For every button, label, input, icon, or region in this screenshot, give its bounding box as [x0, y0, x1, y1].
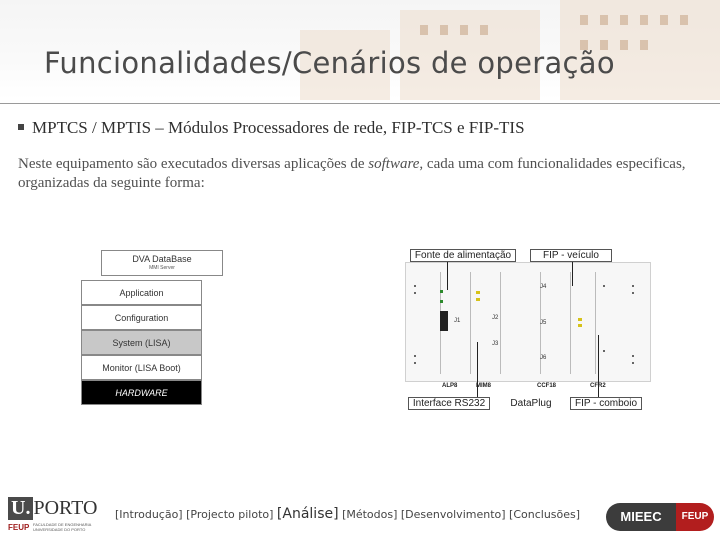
nav-analysis[interactable]: [Análise]: [276, 506, 339, 522]
card-slot: [570, 272, 571, 374]
card-label: ALP8: [442, 383, 458, 389]
card-slot: [470, 272, 471, 374]
label-power-supply: Fonte de alimentação: [410, 249, 516, 262]
label-rs232: Interface RS232: [408, 397, 490, 410]
card-label: CFR2: [590, 383, 606, 389]
card-slot: [500, 272, 501, 374]
card-slot: [595, 272, 596, 374]
led-yellow: [578, 324, 582, 327]
label-dataplug: DataPlug: [506, 398, 556, 411]
university-name: UNIVERSIDADE DO PORTO: [33, 527, 86, 532]
nav-conclusions[interactable]: [Conclusões]: [509, 508, 581, 521]
faculty-text: [33, 522, 91, 532]
bullet-text: MPTCS / MPTIS – Módulos Processadores de rede, FIP-TCS e FIP-TIS: [32, 118, 525, 137]
nav-methods[interactable]: [Métodos]: [342, 508, 398, 521]
page-title: Funcionalidades/Cenários de operação: [44, 46, 615, 80]
nav-introduction[interactable]: [Introdução]: [115, 508, 183, 521]
description-paragraph: [18, 155, 698, 193]
section-nav: [115, 506, 580, 522]
database-box: [101, 250, 223, 276]
led-yellow: [476, 291, 480, 294]
bullet-heading: [18, 118, 525, 138]
logo-text: PORTO: [33, 497, 98, 519]
led-yellow: [476, 298, 480, 301]
faculty-name: FACULDADE DE ENGENHARIA: [33, 522, 92, 527]
layer-configuration: Configuration: [81, 305, 202, 330]
led-green: [440, 300, 443, 303]
layer-hardware: HARDWARE: [81, 380, 202, 405]
led-green: [440, 290, 443, 293]
connector-icon: [440, 311, 448, 331]
badge-mieec: MIEEC: [606, 503, 676, 531]
nav-development[interactable]: [Desenvolvimento]: [400, 508, 506, 521]
label-j5: J5: [540, 320, 547, 326]
header-band: [0, 0, 720, 100]
database-subtitle: MMI Server: [149, 265, 175, 271]
led-yellow: [578, 318, 582, 321]
arrow-fip-vehicle: [572, 262, 573, 286]
label-j1: J1: [454, 318, 461, 324]
label-j3: J3: [492, 341, 499, 347]
database-title: DVA DataBase: [132, 254, 192, 264]
label-j2: J2: [492, 315, 499, 321]
para-text-1: Neste equipamento são executados diversas aplicações de: [18, 156, 369, 172]
uporto-logo: [8, 497, 97, 520]
logo-mark: U.: [8, 497, 33, 520]
label-fip-vehicle: FIP - veículo: [530, 249, 612, 262]
para-text-2: , cada uma com funcionalidades especificas, organizadas da seguinte forma:: [18, 156, 686, 191]
card-label: MIM8: [476, 383, 491, 389]
layer-monitor: Monitor (LISA Boot): [81, 355, 202, 380]
arrow-power: [447, 262, 448, 290]
layer-system: System (LISA): [81, 330, 202, 355]
para-italic: software: [368, 156, 420, 172]
card-label: CCF18: [537, 383, 557, 389]
layer-application: Application: [81, 280, 202, 305]
label-j6: J6: [540, 355, 547, 361]
nav-pilot-project[interactable]: [Projecto piloto]: [186, 508, 274, 521]
badge-feup: FEUP: [676, 503, 714, 531]
mieec-feup-badge: [606, 503, 714, 531]
title-divider: [0, 103, 720, 104]
label-j4: J4: [540, 284, 547, 290]
feup-logo: FEUP: [8, 523, 30, 532]
label-fip-train: FIP - comboio: [570, 397, 642, 410]
bullet-icon: [18, 124, 24, 130]
